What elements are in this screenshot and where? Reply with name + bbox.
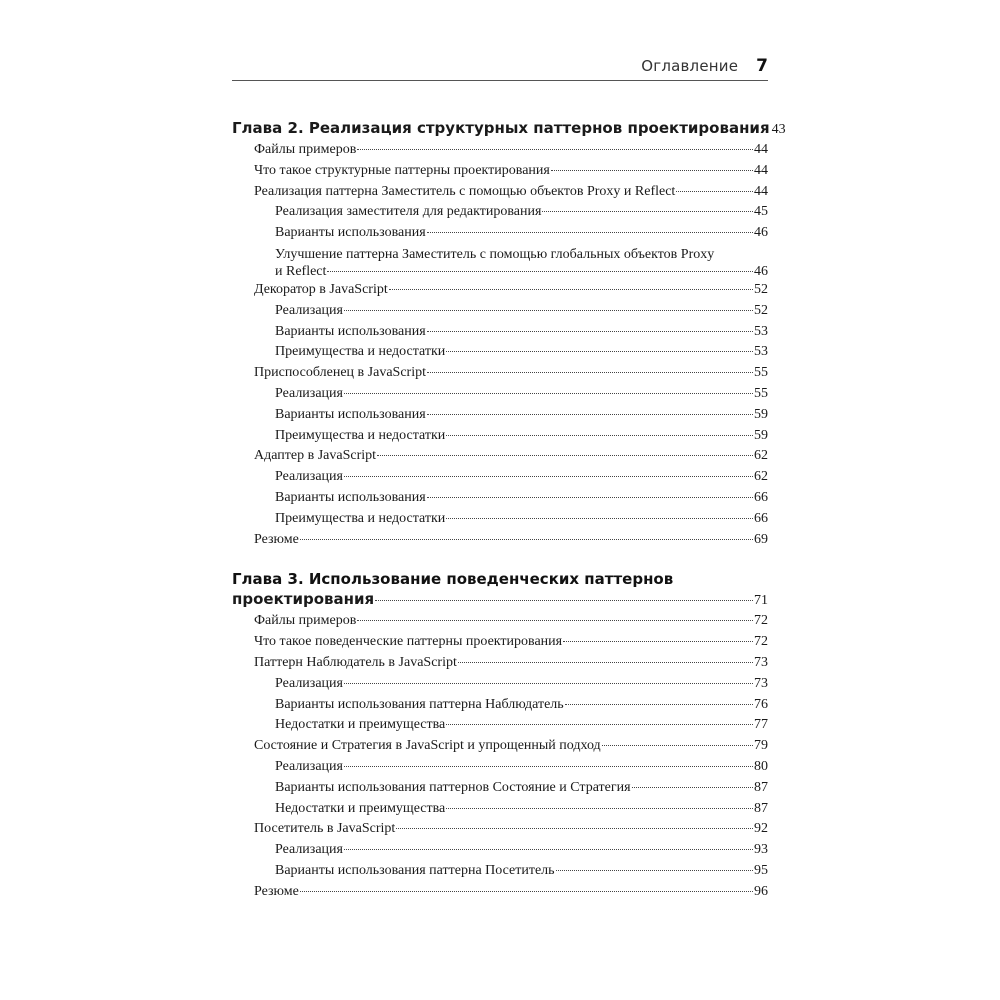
toc-subentry[interactable] — [232, 467, 768, 488]
toc-subentry[interactable] — [232, 799, 768, 820]
chapter-title: Глава 2. Реализация структурных паттернов проектирования — [232, 119, 770, 137]
toc-entry-label: Резюме — [254, 883, 299, 899]
toc-entry-label: Реализация паттерна Заместитель с помощью объектов Proxy и Reflect — [254, 183, 676, 199]
toc-entry-label: Реализация — [275, 469, 343, 485]
toc-entry[interactable] — [232, 632, 768, 653]
leader-dots — [375, 599, 753, 601]
toc-entry-page: 62 — [754, 448, 768, 464]
toc-subentry[interactable] — [232, 840, 768, 861]
toc-entry-page: 92 — [754, 821, 768, 837]
toc-entry-page: 87 — [754, 800, 768, 816]
leader-dots — [556, 869, 753, 871]
toc-entry-page: 44 — [754, 142, 768, 157]
leader-dots — [563, 640, 753, 642]
toc-entry-page: 79 — [754, 738, 768, 754]
leader-dots — [427, 413, 753, 415]
leader-dots — [300, 538, 753, 540]
toc-entry-page: 96 — [754, 883, 768, 899]
toc-entry-label: Варианты использования — [275, 225, 426, 241]
toc-entry-page: 76 — [754, 696, 768, 712]
chapter-page: 71 — [754, 593, 768, 609]
toc-entry-page: 45 — [754, 204, 768, 220]
header-rule — [232, 80, 768, 81]
chapter-page: 43 — [771, 122, 786, 137]
toc-entry-label: Состояние и Стратегия в JavaScript и упрощенный подход — [254, 738, 601, 754]
leader-dots — [446, 723, 753, 725]
leader-dots — [300, 890, 753, 892]
table-of-contents — [232, 114, 786, 903]
toc-entry-page: 55 — [754, 385, 768, 401]
toc-subentry[interactable] — [232, 757, 768, 778]
toc-entry-page: 95 — [754, 862, 768, 878]
leader-dots — [427, 496, 753, 498]
toc-entry-page: 80 — [754, 758, 768, 774]
toc-entry-page: 77 — [754, 717, 768, 733]
toc-subentry[interactable] — [232, 202, 768, 223]
toc-subentry[interactable] — [232, 342, 768, 363]
leader-dots — [377, 454, 753, 456]
leader-dots — [602, 744, 753, 746]
toc-entry-page: 59 — [754, 427, 768, 443]
toc-entry-label: Варианты использования — [275, 489, 426, 505]
leader-dots — [396, 827, 753, 829]
toc-entry[interactable] — [232, 140, 768, 161]
toc-entry-label: Приспособленец в JavaScript — [254, 365, 426, 381]
toc-entry-label: Преимущества и недостатки — [275, 427, 446, 443]
leader-dots — [389, 288, 753, 290]
chapter-title-line2: проектирования — [232, 590, 375, 609]
toc-entry-label: Резюме — [254, 531, 299, 547]
toc-subentry[interactable] — [232, 778, 768, 799]
leader-dots — [327, 270, 753, 272]
toc-entry-page: 59 — [754, 406, 768, 422]
toc-entry-page: 69 — [754, 531, 768, 547]
toc-entry[interactable] — [232, 161, 768, 182]
leader-dots — [344, 309, 753, 311]
running-head-title: Оглавление — [641, 57, 739, 75]
toc-entry-page: 66 — [754, 489, 768, 505]
toc-entry-page: 93 — [754, 842, 768, 858]
toc-entry-label: Посетитель в JavaScript — [254, 821, 396, 837]
chapter-title-line1: Глава 3. Использование поведенческих паттернов — [232, 570, 674, 589]
toc-entry-page: 53 — [754, 323, 768, 339]
leader-dots — [344, 475, 753, 477]
leader-dots — [427, 371, 753, 373]
toc-subentry[interactable] — [232, 488, 768, 509]
toc-entry-page: 46 — [754, 225, 768, 241]
toc-entry[interactable] — [232, 882, 768, 903]
leader-dots — [446, 517, 753, 519]
toc-entry-page: 52 — [754, 281, 768, 297]
toc-entry-page: 66 — [754, 510, 768, 526]
toc-entry[interactable] — [232, 819, 768, 840]
leader-dots — [446, 434, 753, 436]
toc-subentry[interactable] — [232, 695, 768, 716]
leader-dots — [542, 210, 753, 212]
running-head — [232, 56, 768, 76]
leader-dots — [551, 169, 753, 171]
toc-entry[interactable] — [232, 530, 768, 551]
toc-subentry[interactable] — [232, 426, 768, 447]
leader-dots — [565, 703, 753, 705]
leader-dots — [344, 848, 753, 850]
page-number: 7 — [756, 56, 768, 76]
toc-entry-page: 72 — [754, 634, 768, 650]
leader-dots — [446, 350, 753, 352]
toc-entry-label: Варианты использования — [275, 406, 426, 422]
toc-entry-page: 73 — [754, 675, 768, 691]
toc-entry-label: Варианты использования паттерна Посетитель — [275, 862, 555, 878]
toc-entry[interactable] — [232, 611, 768, 632]
toc-subentry[interactable] — [232, 674, 768, 695]
toc-entry-label: Файлы примеров — [254, 142, 357, 157]
toc-entry-label: Реализация — [275, 385, 343, 401]
toc-entry-page: 52 — [754, 302, 768, 318]
toc-entry-label: Реализация — [275, 842, 343, 858]
toc-subentry[interactable] — [232, 322, 768, 343]
toc-entry[interactable] — [232, 363, 768, 384]
toc-entry-page: 73 — [754, 654, 768, 670]
toc-subentry[interactable] — [232, 301, 768, 322]
toc-entry-label: Преимущества и недостатки — [275, 344, 446, 360]
toc-entry-label: Реализация — [275, 675, 343, 691]
leader-dots — [676, 190, 753, 192]
toc-entry-label: Варианты использования паттерна Наблюдатель — [275, 696, 564, 712]
toc-subentry-multiline[interactable] — [232, 246, 768, 280]
leader-dots — [357, 148, 753, 150]
toc-entry-label-line1: Улучшение паттерна Заместитель с помощью глобальных объектов Proxy — [275, 246, 715, 262]
toc-entry-page: 44 — [754, 162, 768, 178]
leader-dots — [427, 231, 753, 233]
leader-dots — [458, 661, 753, 663]
toc-entry-label-line2: и Reflect — [275, 263, 327, 279]
toc-entry-page: 46 — [754, 263, 768, 279]
toc-entry-label: Файлы примеров — [254, 613, 357, 629]
toc-subentry[interactable] — [232, 405, 768, 426]
toc-entry-label: Реализация — [275, 302, 343, 318]
leader-dots — [427, 330, 753, 332]
toc-entry-label: Недостатки и преимущества — [275, 800, 446, 816]
chapter-heading[interactable] — [232, 118, 786, 140]
toc-subentry[interactable] — [232, 715, 768, 736]
toc-entry[interactable] — [232, 446, 768, 467]
toc-entry-label: Недостатки и преимущества — [275, 717, 446, 733]
toc-entry-label: Реализация — [275, 758, 343, 774]
toc-subentry[interactable] — [232, 861, 768, 882]
leader-dots — [446, 807, 753, 809]
toc-entry-label: Что такое поведенческие паттерны проектирования — [254, 634, 563, 650]
toc-entry-page: 72 — [754, 613, 768, 629]
toc-entry-label: Адаптер в JavaScript — [254, 448, 377, 464]
toc-entry-label: Декоратор в JavaScript — [254, 281, 388, 297]
toc-entry-label: Реализация заместителя для редактирования — [275, 204, 542, 220]
toc-entry-label: Варианты использования — [275, 323, 426, 339]
toc-entry-label: Преимущества и недостатки — [275, 510, 446, 526]
toc-entry-page: 53 — [754, 344, 768, 360]
toc-entry-label: Варианты использования паттернов Состояние и Стратегия — [275, 779, 631, 795]
toc-subentry[interactable] — [232, 223, 768, 244]
toc-entry-page: 55 — [754, 365, 768, 381]
toc-entry-label: Что такое структурные паттерны проектирования — [254, 162, 550, 178]
leader-dots — [344, 392, 753, 394]
toc-entry-page: 44 — [754, 183, 768, 199]
toc-subentry[interactable] — [232, 509, 768, 530]
toc-entry-page: 87 — [754, 779, 768, 795]
toc-entry[interactable] — [232, 182, 768, 203]
toc-entry[interactable] — [232, 653, 768, 674]
leader-dots — [357, 619, 753, 621]
leader-dots — [344, 765, 753, 767]
toc-entry-label: Паттерн Наблюдатель в JavaScript — [254, 654, 457, 670]
toc-subentry[interactable] — [232, 384, 768, 405]
toc-entry[interactable] — [232, 736, 768, 757]
leader-dots — [344, 682, 753, 684]
toc-entry-page: 62 — [754, 469, 768, 485]
chapter-heading[interactable] — [232, 569, 768, 611]
leader-dots — [632, 786, 753, 788]
toc-entry[interactable] — [232, 280, 768, 301]
